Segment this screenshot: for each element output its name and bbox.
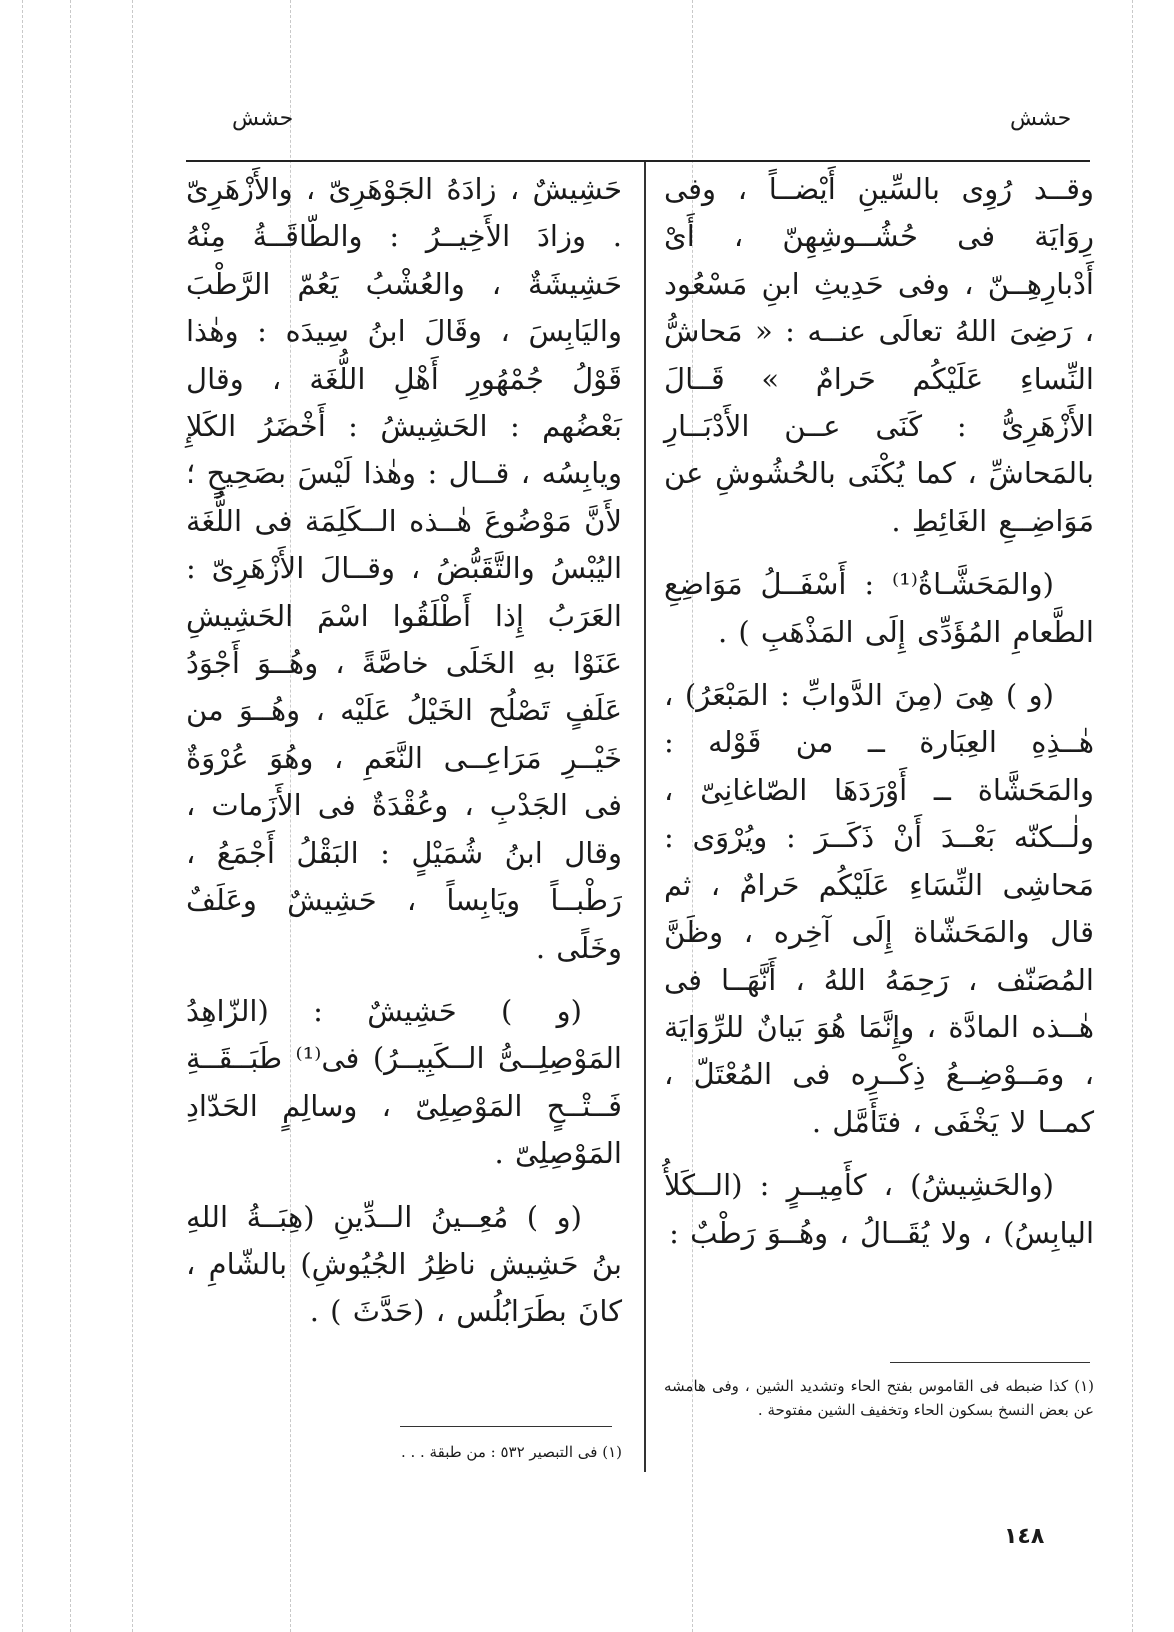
- paragraph: حَشِيشٌ ، زادَهُ الجَوْهَرِىّ ، والأَزْهَرِىّ . وزادَ الأَخِيــرُ : والطّاقَــةُ مِنْهُ حَشِيشَةٌ ، والعُشْبُ يَعُمّ الرَّطْبَ واليَابِسَ ، وقَالَ ابنُ سِيدَه : وهٰذا قَوْلُ جُمْهُورِ أَهْلِ اللُّغَة ، وقال بَعْضُهم : الحَشِيشُ : أَخْضَرُ الكَلإِ ويابِسُه ، قــال : وهٰذا لَيْسَ بصَحِيحٍ ؛ لأَنَّ مَوْضُوعَ هٰــذه الــكَلِمَة فى اللُّغَة اليُبْسُ والتَّقَبُّضُ ، وقــالَ الأَزْهَرِىّ : العَرَبُ إِذا أَطْلَقُوا اسْمَ الحَشِيشِ عَنَوْا بهِ الخَلَى خاصَّةً ، وهُــوَ أَجْوَدُ عَلَفٍ تَصْلُح الخَيْلُ عَلَيْه ، وهُــوَ من خَيْــرِ مَرَاعِــى النَّعَمِ ، وهُوَ عُرْوَةٌ فى الجَدْبِ ، وعُقْدَةٌ فى الأَزَمات ، وقال ابنُ شُمَيْلٍ : البَقْلُ أَجْمَعُ ، رَطْبــاً ويَابِساً ، حَشِيشٌ وعَلَفٌ وخَلًى .: [186, 172, 622, 965]
- paragraph: (و ) حَشِيشٌ : (الزّاهِدُ المَوْصِلِــىُّ الــكَبِيــرُ) فى⁽¹⁾ طَبَــقَــةِ فَــتْــحٍ المَوْصِلِىّ ، وسالِمٍ الحَدّادِ المَوْصِلِىّ .: [186, 993, 622, 1171]
- paragraph: (والحَشِيشُ) ، كأَمِيــرٍ : (الــكَلأُ اليابِسُ) ، ولا يُقَــالُ ، وهُــوَ رَطْبٌ :: [664, 1168, 1094, 1250]
- scan-guide-line: [1132, 0, 1133, 1632]
- running-head-left: حشش: [232, 106, 294, 131]
- footnote-right: (١) كذا ضبطه فى القاموس بفتح الحاء وتشديد الشين ، وفى هامشه عن بعض النسخ بسكون الحاء وتخفيف الشين مفتوحة .: [664, 1377, 1094, 1419]
- page-number: ١٤٨: [1004, 1524, 1045, 1549]
- right-text-column: [664, 166, 1094, 1273]
- column-divider: [644, 162, 646, 1472]
- scan-guide-line: [70, 0, 71, 1632]
- paragraph: (و ) هِىَ (مِنَ الدَّوابِّ : المَبْعَرُ) ، هٰــذِهِ العِبَارة ــ من قَوْله : والمَحَشَّاة ــ أَوْرَدَهَا الصّاغانِىّ ، ولٰــكنّه بَعْــدَ أَنْ ذَكَــرَ : ويُرْوَى : مَحاشِى النِّسَاءِ عَلَيْكُم حَرامٌ ، ثم قال والمَحَشّاة إِلَى آخِره ، وظَنَّ المُصَنّف ، رَحِمَهُ اللهُ ، أَنَّهَــا فى هٰــذه المادَّة ، وإِنَّمَا هُوَ بَيانٌ للرِّوَايَة ، ومَــوْضِــعُ ذِكْــرِه فى المُعْتَلّ ، كمــا لا يَخْفَى ، فتَأَمَّل .: [664, 678, 1094, 1139]
- scan-guide-line: [22, 0, 23, 1632]
- footnote-rule: [400, 1426, 612, 1427]
- paragraph: وقــد رُوِى بالسِّينِ أَيْضــاً ، وفى رِوَايَة فى حُشُــوشِهِنّ ، أَىْ أَدْبارِهِــنّ ، وفى حَدِيثِ ابنِ مَسْعُود ، رَضِىَ اللهُ تعالَى عنــه : « مَحاشُّ النِّساءِ عَلَيْكُم حَرامٌ » قَــالَ الأَزْهَرِىُّ : كَنَى عــن الأَدْبَــارِ بالمَحاشِّ ، كما يُكْنَى بالحُشُوشِ عن مَوَاضِــعِ الغَائِطِ .: [664, 172, 1094, 538]
- footnote-rule: [890, 1362, 1090, 1363]
- header-rule: [186, 160, 1090, 162]
- scan-guide-line: [132, 0, 133, 1632]
- left-text-column: [186, 166, 622, 1352]
- running-head-right: حشش: [1010, 106, 1072, 131]
- footnote-left: (١) فى التبصير ٥٣٢ : من طبقة . . .: [400, 1443, 622, 1461]
- paragraph: (والمَحَشَّـاةُ⁽¹⁾ : أَسْفَــلُ مَوَاضِعِ الطَّعامِ المُؤَدِّى إِلَى المَذْهَبِ ) .: [664, 567, 1094, 649]
- paragraph: (و ) مُعِــينُ الــدِّينِ (هِبَــةُ اللهِ بنُ حَشِيش ناظِرُ الجُيُوشِ) بالشّامِ ، كانَ بطَرَابُلُس ، (حَدَّثَ ) .: [186, 1199, 622, 1329]
